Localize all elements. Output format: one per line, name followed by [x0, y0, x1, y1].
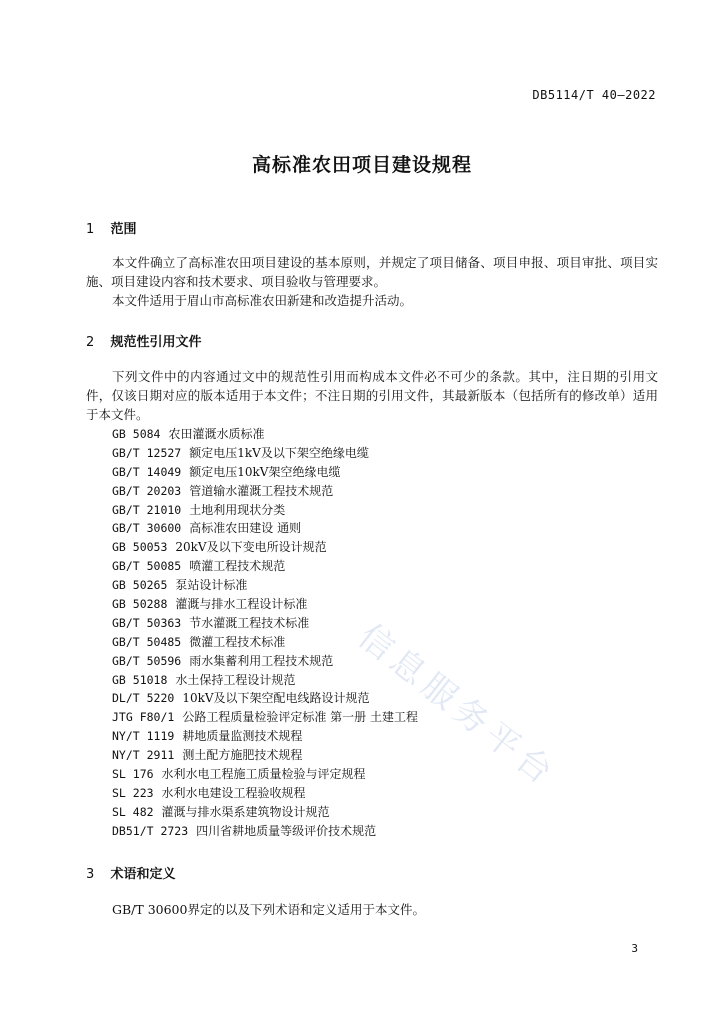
page-number: 3 [631, 942, 638, 955]
reference-item [112, 482, 418, 501]
reference-code: GB 50053 [112, 540, 168, 555]
reference-code: SL 223 [112, 785, 154, 800]
reference-item [112, 765, 418, 784]
section-number: 3 [86, 867, 95, 882]
reference-code: GB/T 12527 [112, 445, 182, 460]
reference-item [112, 727, 418, 746]
reference-item [112, 538, 418, 557]
section-number: 1 [86, 222, 95, 237]
reference-title: 管道输水灌溉工程技术规范 [189, 483, 334, 498]
reference-code: SL 482 [112, 804, 154, 819]
reference-code: NY/T 2911 [112, 748, 175, 763]
reference-title: 公路工程质量检验评定标准 第一册 土建工程 [182, 710, 418, 725]
reference-title: 四川省耕地质量等级评价技术规范 [196, 823, 377, 838]
watermark: 信息服务平台 [350, 616, 565, 796]
reference-title: 农田灌溉水质标准 [168, 427, 265, 441]
section-number: 2 [86, 335, 95, 350]
section-title: 范围 [110, 222, 137, 237]
reference-item [112, 463, 418, 482]
reference-item [112, 501, 418, 520]
reference-code: GB/T 50085 [112, 559, 182, 574]
section-title: 术语和定义 [110, 867, 176, 882]
reference-code: GB/T 21010 [112, 502, 182, 517]
reference-title: 喷灌工程技术规范 [189, 559, 286, 574]
reference-code: GB 5084 [112, 427, 161, 441]
reference-item [112, 822, 418, 841]
reference-code: GB 50265 [112, 578, 168, 593]
reference-list [112, 425, 418, 841]
paragraph: 本文件适用于眉山市高标准农田新建和改造提升活动。 [112, 293, 413, 308]
reference-title: 灌溉与排水工程设计标准 [175, 597, 308, 612]
reference-title: 额定电压10kV架空绝缘电缆 [189, 464, 341, 479]
reference-title: 高标准农田建设 通则 [189, 521, 302, 536]
reference-code: SL 176 [112, 767, 154, 782]
reference-code: GB/T 14049 [112, 464, 182, 479]
reference-item [112, 595, 418, 614]
reference-code: GB/T 30600 [112, 521, 182, 536]
reference-item [112, 746, 418, 765]
document-title: 高标准农田项目建设规程 [251, 154, 472, 176]
reference-title: 10kV及以下架空配电线路设计规范 [182, 691, 370, 706]
reference-code: NY/T 1119 [112, 729, 175, 744]
reference-title: 灌溉与排水渠系建筑物设计规范 [161, 804, 330, 819]
reference-item [112, 519, 418, 538]
reference-item [112, 425, 418, 444]
reference-title: 水土保持工程设计规范 [175, 672, 296, 687]
reference-title: 额定电压1kV及以下架空绝缘电缆 [189, 445, 369, 460]
reference-code: JTG F80/1 [112, 710, 175, 725]
reference-title: 雨水集蓄利用工程技术规范 [189, 653, 334, 668]
reference-title: 水利水电工程施工质量检验与评定规程 [161, 767, 366, 782]
section-title: 规范性引用文件 [110, 335, 202, 350]
section-2-heading [86, 331, 202, 350]
reference-code: GB/T 50485 [112, 634, 182, 649]
reference-item [112, 614, 418, 633]
reference-item [112, 444, 418, 463]
reference-title: 泵站设计标准 [175, 578, 248, 593]
paragraph: GB/T 30600界定的以及下列术语和定义适用于本文件。 [112, 902, 425, 917]
reference-title: 测土配方施肥技术规程 [182, 748, 303, 763]
reference-item [112, 557, 418, 576]
reference-title: 耕地质量监测技术规程 [182, 729, 303, 744]
reference-code: GB/T 50596 [112, 653, 182, 668]
reference-item [112, 784, 418, 803]
section-1-heading [86, 218, 137, 237]
reference-code: GB/T 50363 [112, 615, 182, 630]
reference-item [112, 803, 418, 822]
reference-title: 微灌工程技术标准 [189, 634, 286, 649]
reference-title: 水利水电建设工程验收规程 [161, 785, 306, 800]
reference-item [112, 708, 418, 727]
paragraph: 下列文件中的内容通过文中的规范性引用而构成本文件必不可少的条款。其中，注日期的引用文件，仅该日期对应的版本适用于本文件；不注日期的引用文件，其最新版本（包括所有的修改单）适用于本文件。 [86, 369, 658, 422]
reference-item [112, 671, 418, 690]
standard-code: DB5114/T 40—2022 [532, 88, 656, 102]
paragraph: 本文件确立了高标准农田项目建设的基本原则，并规定了项目储备、项目申报、项目审批、项目实施、项目建设内容和技术要求、项目验收与管理要求。 [86, 255, 658, 289]
reference-title: 土地利用现状分类 [189, 502, 286, 517]
section-3-heading [86, 863, 176, 882]
reference-item [112, 652, 418, 671]
reference-title: 20kV及以下变电所设计规范 [175, 540, 327, 555]
reference-code: GB 51018 [112, 672, 168, 687]
reference-item [112, 689, 418, 708]
reference-code: DB51/T 2723 [112, 823, 189, 838]
reference-item [112, 633, 418, 652]
reference-item [112, 576, 418, 595]
reference-code: GB/T 20203 [112, 483, 182, 498]
reference-code: DL/T 5220 [112, 691, 175, 706]
reference-title: 节水灌溉工程技术标准 [189, 615, 310, 630]
reference-code: GB 50288 [112, 597, 168, 612]
